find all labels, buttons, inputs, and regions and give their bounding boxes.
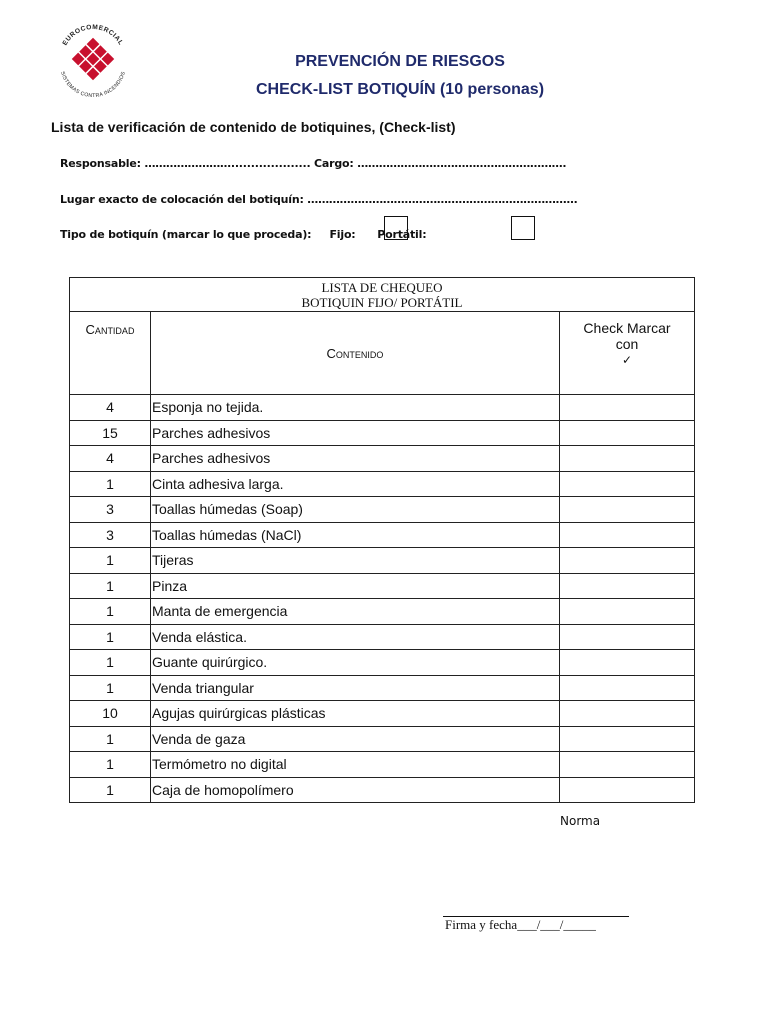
table-row [70, 395, 695, 421]
row-check-cell[interactable] [560, 395, 695, 421]
row-quantity: 1 [70, 726, 151, 752]
row-item: Esponja no tejida. [151, 395, 560, 421]
row-item: Agujas quirúrgicas plásticas [151, 701, 560, 727]
column-header-contenido: Contenido [151, 312, 560, 395]
page-subtitle-title: CHECK-LIST BOTIQUÍN (10 personas) [255, 81, 545, 98]
row-item: Toallas húmedas (Soap) [151, 497, 560, 523]
table-row [70, 497, 695, 523]
table-row [70, 573, 695, 599]
table-row [70, 446, 695, 472]
table-row [70, 599, 695, 625]
row-quantity: 1 [70, 675, 151, 701]
table-row [70, 548, 695, 574]
row-quantity: 1 [70, 624, 151, 650]
row-item: Venda elástica. [151, 624, 560, 650]
row-item: Parches adhesivos [151, 420, 560, 446]
row-check-cell[interactable] [560, 650, 695, 676]
row-check-cell[interactable] [560, 471, 695, 497]
table-row [70, 701, 695, 727]
logo-arc-bottom: SISTEMAS CONTRA INCENDIOS [59, 70, 127, 100]
row-item: Guante quirúrgico. [151, 650, 560, 676]
table-row [70, 471, 695, 497]
row-quantity: 1 [70, 573, 151, 599]
company-logo [52, 18, 134, 100]
row-check-cell[interactable] [560, 624, 695, 650]
row-check-cell[interactable] [560, 599, 695, 625]
row-item: Venda triangular [151, 675, 560, 701]
checklist-table [69, 277, 695, 803]
row-item: Toallas húmedas (NaCl) [151, 522, 560, 548]
row-item: Venda de gaza [151, 726, 560, 752]
table-title-line2: BOTIQUIN FIJO/ PORTÁTIL [301, 294, 463, 310]
row-quantity: 10 [70, 701, 151, 727]
row-quantity: 1 [70, 471, 151, 497]
table-title [70, 278, 695, 312]
row-quantity: 1 [70, 599, 151, 625]
table-row [70, 420, 695, 446]
column-header-check [560, 312, 695, 395]
row-quantity: 1 [70, 752, 151, 778]
row-item: Tijeras [151, 548, 560, 574]
row-check-cell[interactable] [560, 777, 695, 803]
row-quantity: 15 [70, 420, 151, 446]
portatil-checkbox[interactable] [511, 216, 535, 240]
row-item: Parches adhesivos [151, 446, 560, 472]
check-header-line1: Check Marcar [583, 320, 671, 336]
row-quantity: 3 [70, 497, 151, 523]
row-check-cell[interactable] [560, 752, 695, 778]
row-check-cell[interactable] [560, 497, 695, 523]
check-header-line2: con [615, 336, 639, 352]
table-title-line1: LISTA DE CHEQUEO [321, 279, 443, 295]
row-check-cell[interactable] [560, 522, 695, 548]
row-quantity: 1 [70, 777, 151, 803]
table-row [70, 675, 695, 701]
row-item: Termómetro no digital [151, 752, 560, 778]
table-row [70, 726, 695, 752]
firma-fecha-label: Firma y fecha___/___/_____ [445, 917, 596, 932]
table-row [70, 522, 695, 548]
row-item: Manta de emergencia [151, 599, 560, 625]
row-item: Cinta adhesiva larga. [151, 471, 560, 497]
row-check-cell[interactable] [560, 726, 695, 752]
tipo-botiquin-line: Tipo de botiquín (marcar lo que proceda): Fijo: Portátil: [60, 228, 427, 241]
row-check-cell[interactable] [560, 701, 695, 727]
row-check-cell[interactable] [560, 420, 695, 446]
row-check-cell[interactable] [560, 446, 695, 472]
table-row [70, 650, 695, 676]
row-quantity: 4 [70, 446, 151, 472]
column-header-cantidad: Cantidad [70, 312, 151, 395]
page-title: PREVENCIÓN DE RIESGOS [295, 53, 505, 70]
table-row [70, 752, 695, 778]
row-quantity: 3 [70, 522, 151, 548]
logo-arc-top: EUROCOMERCIAL [61, 23, 125, 47]
table-row [70, 777, 695, 803]
check-mark-icon: ✓ [621, 353, 633, 367]
fijo-checkbox[interactable] [384, 216, 408, 240]
norma-label: Norma [560, 814, 601, 828]
responsable-cargo-line: Responsable: …………………….................... Cargo: …………………………………………………. [60, 157, 567, 170]
row-quantity: 1 [70, 650, 151, 676]
row-check-cell[interactable] [560, 675, 695, 701]
row-check-cell[interactable] [560, 573, 695, 599]
table-row [70, 624, 695, 650]
row-quantity: 1 [70, 548, 151, 574]
row-item: Caja de homopolímero [151, 777, 560, 803]
row-item: Pinza [151, 573, 560, 599]
document-subtitle: Lista de verificación de contenido de botiquines, (Check-list) [51, 119, 456, 135]
row-check-cell[interactable] [560, 548, 695, 574]
lugar-line: Lugar exacto de colocación del botiquín: ………………………………………………………………… [60, 193, 578, 206]
row-quantity: 4 [70, 395, 151, 421]
